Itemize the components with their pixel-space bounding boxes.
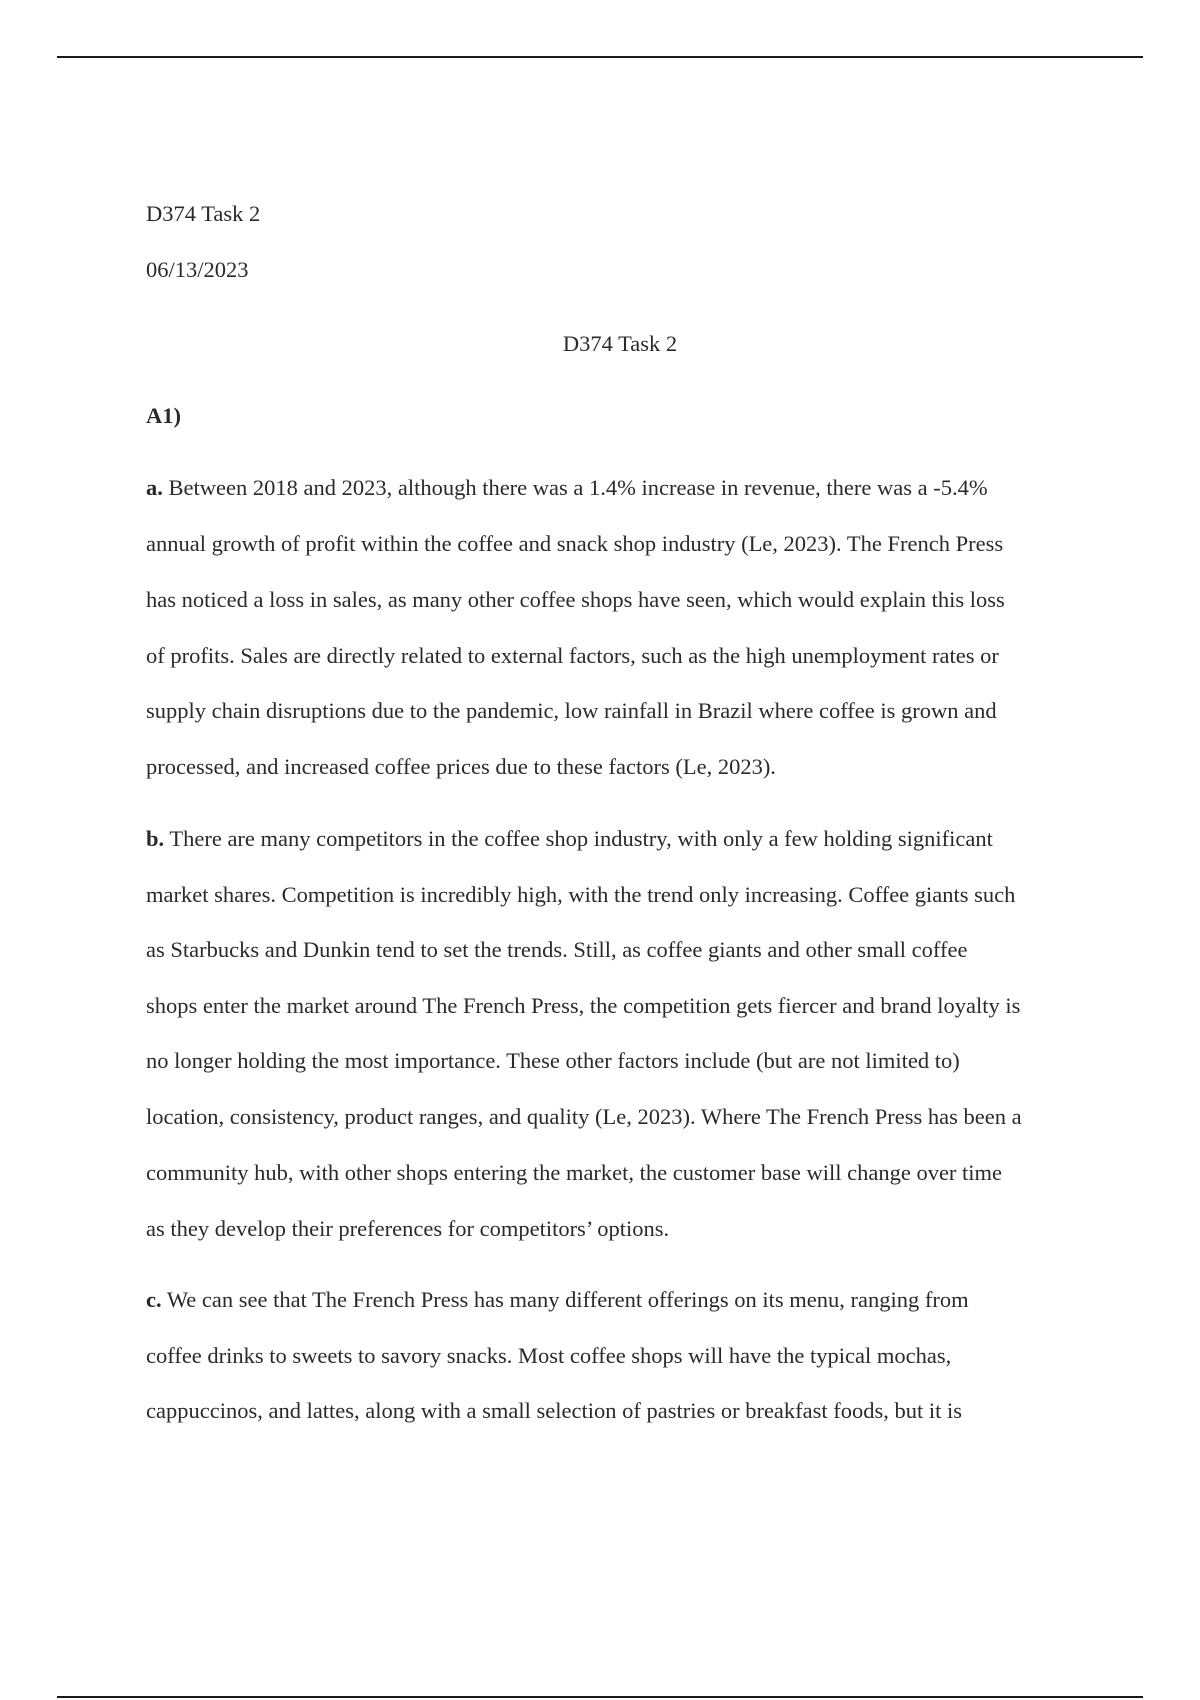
paragraph-a-line: has noticed a loss in sales, as many other coffee shops have seen, which would explain this loss xyxy=(146,587,1005,612)
paragraph-a-text: Between 2018 and 2023, although there was a 1.4% increase in revenue, there was a -5.4% xyxy=(168,475,988,500)
page-bottom-rule xyxy=(57,1696,1143,1698)
paragraph-b-line: as they develop their preferences for competitors’ options. xyxy=(146,1216,670,1241)
paragraph-a-line: processed, and increased coffee prices due to these factors (Le, 2023). xyxy=(146,754,776,779)
paragraph-b-line: location, consistency, product ranges, and quality (Le, 2023). Where The French Press has been a xyxy=(146,1104,1022,1129)
paragraph-a-line: of profits. Sales are directly related to external factors, such as the high unemployment rates or xyxy=(146,643,999,668)
document-title: D374 Task 2 xyxy=(562,331,678,356)
paragraph-a-line xyxy=(146,473,988,503)
paragraph-b-line: market shares. Competition is incredibly high, with the trend only increasing. Coffee giants such xyxy=(146,882,1016,907)
paragraph-b-line: as Starbucks and Dunkin tend to set the trends. Still, as coffee giants and other small coffee xyxy=(146,937,968,962)
page-top-rule xyxy=(57,56,1143,58)
paragraph-c-label: c. xyxy=(146,1287,162,1312)
paragraph-c-line xyxy=(146,1285,969,1315)
header-course-line: D374 Task 2 xyxy=(146,201,261,226)
paragraph-b-line xyxy=(146,824,993,854)
paragraph-b-line: shops enter the market around The French Press, the competition gets fiercer and brand loyalty is xyxy=(146,993,1021,1018)
paragraph-a-line: supply chain disruptions due to the pandemic, low rainfall in Brazil where coffee is grown and xyxy=(146,698,997,723)
paragraph-c-line: coffee drinks to sweets to savory snacks. Most coffee shops will have the typical mochas, xyxy=(146,1343,952,1368)
paragraph-b-line: no longer holding the most importance. These other factors include (but are not limited to) xyxy=(146,1048,960,1073)
paragraph-c-text: We can see that The French Press has many different offerings on its menu, ranging from xyxy=(166,1287,969,1312)
paragraph-b-line: community hub, with other shops entering the market, the customer base will change over time xyxy=(146,1160,1003,1185)
paragraph-a-line: annual growth of profit within the coffee and snack shop industry (Le, 2023). The French Press xyxy=(146,531,1004,556)
paragraph-c-line: cappuccinos, and lattes, along with a small selection of pastries or breakfast foods, but it is xyxy=(146,1398,963,1423)
paragraph-a-label: a. xyxy=(146,475,163,500)
paragraph-b-text: There are many competitors in the coffee shop industry, with only a few holding significant xyxy=(169,826,993,851)
section-heading-a1: A1) xyxy=(146,403,181,428)
header-date-line: 06/13/2023 xyxy=(146,257,249,282)
paragraph-b-label: b. xyxy=(146,826,165,851)
